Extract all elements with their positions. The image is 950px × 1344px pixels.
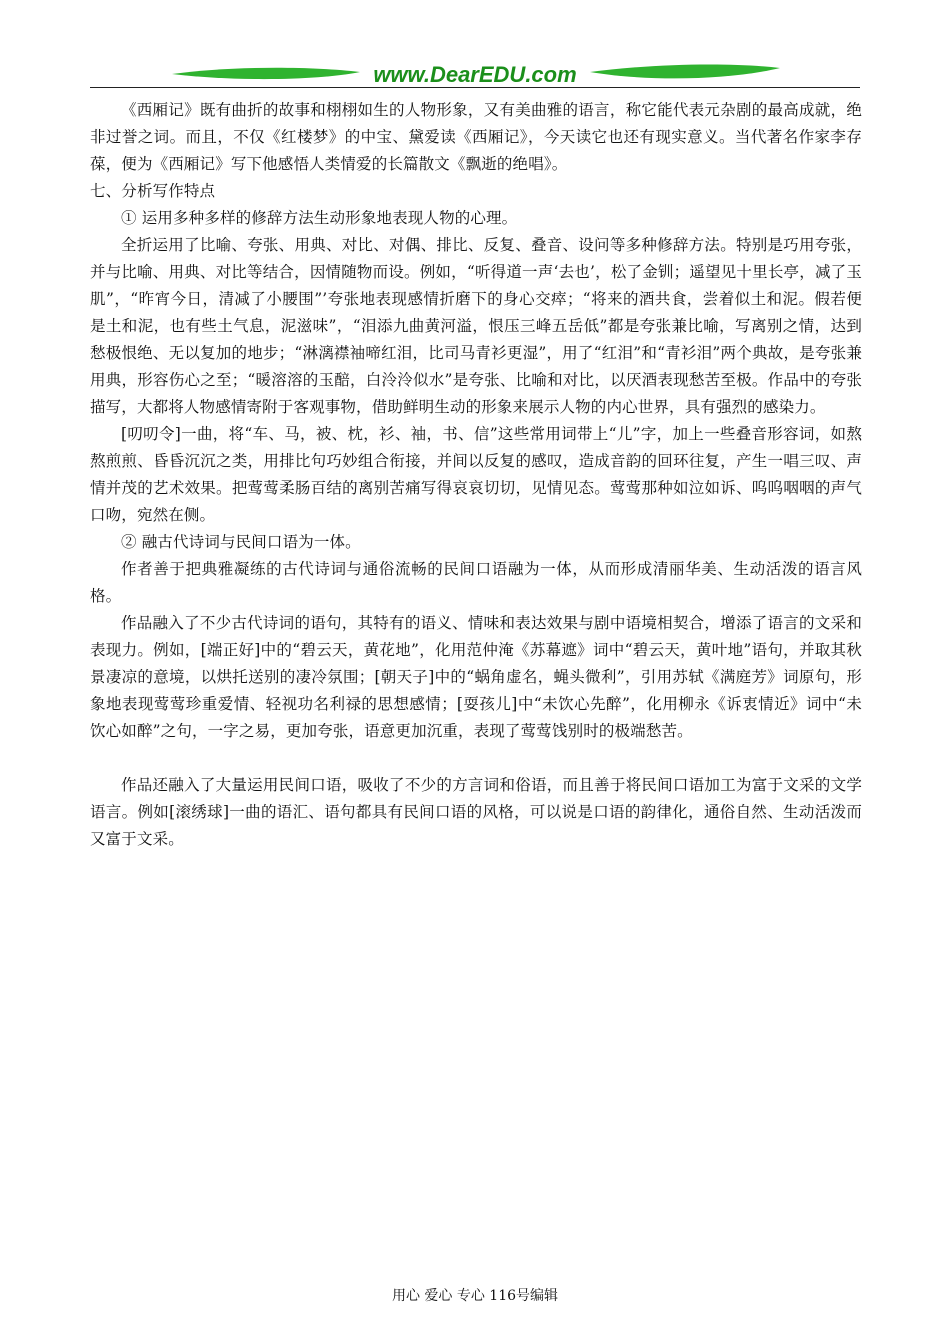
- document-body: [90, 97, 862, 853]
- paragraph-poetry: 作品融入了不少古代诗词的语句，其特有的语义、情味和表达效果与剧中语境相契合，增添了语言的文采和表现力。例如，[端正好]中的“碧云天，黄花地”，化用范仲淹《苏幕遮》词中“碧云天，黄叶地”语句，并取其秋景凄凉的意境，以烘托送别的凄冷氛围；[朝天子]中的“蜗角虚名，蝇头微利”，引用苏轼《满庭芳》词原句，形象地表现莺莺珍重爱情、轻视功名利禄的思想感情；[耍孩儿]中“未饮心先醉”，化用柳永《诉衷情近》词中“未饮心如醉”之句，一字之易，更加夸张，语意更加沉重，表现了莺莺饯别时的极端愁苦。: [90, 614, 862, 740]
- paragraph-rhetoric: 全折运用了比喻、夸张、用典、对比、对偶、排比、反复、叠音、设问等多种修辞方法。特别是巧用夸张，并与比喻、用典、对比等结合，因情随物而设。例如，“听得道一声‘去也’，松了金钏；遥望见十里长亭，减了玉肌”，“昨宵今日，清减了小腰围”’夸张地表现感情折磨下的身心交瘁；“将来的酒共食，尝着似土和泥。假若便是土和泥，也有些土气息，泥滋味”，“泪添九曲黄河溢，恨压三峰五岳低”都是夸张兼比喻，写离别之情，达到愁极恨绝、无以复加的地步；“淋漓襟袖啼红泪，比司马青衫更湿”，用了“红泪”和“青衫泪”两个典故，是夸张兼用典，形容伤心之至；“暖溶溶的玉醅，白泠泠似水”是夸张、比喻和对比，以厌酒表现愁苦至极。作品中的夸张描写，大都将人物感情寄附于客观事物，借助鲜明生动的形象来展示人物的内心世界，具有强烈的感染力。: [90, 236, 862, 416]
- paragraph-colloquial: 作品还融入了大量运用民间口语，吸收了不少的方言词和俗语，而且善于将民间口语加工为富于文采的文学语言。例如[滚绣球]一曲的语汇、语句都具有民间口语的风格，可以说是口语的韵律化，通俗自然、生动活泼而又富于文采。: [90, 776, 862, 848]
- page-footer: 用心 爱心 专心 116号编辑: [391, 1288, 559, 1304]
- subheading-2: ② 融古代诗词与民间口语为一体。: [121, 533, 361, 551]
- paragraph-spacer: [90, 745, 862, 772]
- subheading-1: ① 运用多种多样的修辞方法生动形象地表现人物的心理。: [121, 209, 518, 227]
- site-name-text: www.DearEDU.com: [373, 62, 577, 87]
- banner-logo: [90, 58, 860, 90]
- site-header-banner: [90, 58, 860, 90]
- left-swoosh: [172, 68, 360, 79]
- paragraph-intro: 《西厢记》既有曲折的故事和栩栩如生的人物形象，又有美曲雅的语言，称它能代表元杂剧的最高成就，绝非过誉之词。而且，不仅《红楼梦》的中宝、黛爱读《西厢记》，今天读它也还有现实意义。当代著名作家李存葆，便为《西厢记》写下他感悟人类情爱的长篇散文《飘逝的绝唱》。: [90, 101, 862, 173]
- section-heading: 七、分析写作特点: [90, 182, 216, 200]
- paragraph-daodaoling: [叨叨令]一曲，将“车、马，被、枕，衫、袖，书、信”这些常用词带上“儿”字，加上一些叠音形容词，如熬熬煎煎、昏昏沉沉之类，用排比句巧妙组合衔接，并间以反复的感叹，造成音韵的回环往复，产生一唱三叹、声情并茂的艺术效果。把莺莺柔肠百结的离别苦痛写得哀哀切切，见情见态。莺莺那种如泣如诉、呜呜咽咽的声气口吻，宛然在侧。: [90, 425, 862, 524]
- paragraph-style: 作者善于把典雅凝练的古代诗词与通俗流畅的民间口语融为一体，从而形成清丽华美、生动活泼的语言风格。: [90, 560, 862, 605]
- right-swoosh: [590, 65, 780, 79]
- header-divider: [90, 87, 860, 88]
